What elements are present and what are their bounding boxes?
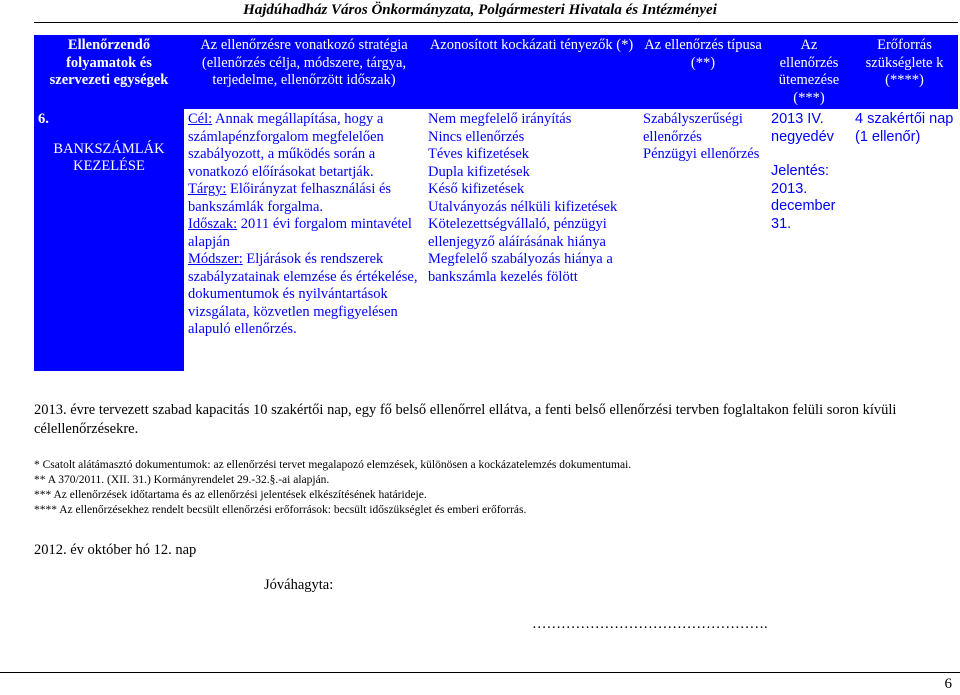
risk-item: Nincs ellenőrzés — [428, 128, 525, 145]
page-number: 6 — [944, 676, 952, 692]
risk-item: Nem megfelelő irányítás — [428, 111, 572, 127]
footnote-2: ** A 370/2011. (XII. 31.) Kormányrendelet 29.-32.§.-ai alapján. — [34, 474, 330, 486]
cell-resources — [851, 109, 958, 371]
risk-item: Késő kifizetések — [428, 181, 525, 197]
header-schedule: Az ellenőrzés ütemezése (***) — [778, 37, 840, 106]
header-processes: Ellenőrzendő folyamatok és szervezeti egységek — [49, 37, 169, 88]
header-strategy: Az ellenőrzésre vonatkozó stratégia (ellenőrzés célja, módszere, tárgya, terjedelme, ellenőrzött időszak) — [200, 37, 408, 88]
type-item: Szabályszerűségi ellenőrzés — [643, 111, 743, 145]
header-risks: Azonosított kockázati tényezők (*) — [429, 37, 634, 53]
method-text: Eljárások és rendszerek szabályzatainak elemzése és értékelése, dokumentumok és nyilvántartások vizsgálata, közvetlen megfigyelésen alapuló ellenőrzés. — [188, 251, 418, 337]
capacity-paragraph: 2013. évre tervezett szabad kapacitás 10 szakértői nap, egy fő belső ellenőrrel ellátva, a fenti belső ellenőrzési tervben foglaltakon felüli soron kívüli célellenőrzésekre. — [34, 402, 897, 437]
cell-risks — [424, 109, 639, 371]
cell-type — [639, 109, 767, 371]
risk-item: Dupla kifizetések — [428, 163, 530, 180]
row-number: 6. — [38, 111, 49, 127]
goal-label: Cél: — [188, 111, 213, 127]
footnote-4: **** Az ellenőrzésekhez rendelt becsült ellenőrzési erőforrások: becsült időszükséglet és emberi erőforrás. — [34, 504, 527, 516]
schedule-period: 2013 IV. negyedév — [771, 111, 834, 145]
cell-unit — [34, 109, 184, 371]
footnote-1: * Csatolt alátámasztó dokumentumok: az ellenőrzési tervet megalapozó elemzések, különösen a kockázatelemzés dokumentumai. — [34, 459, 632, 471]
risk-item: Kötelezettségvállaló, pénzügyi ellenjegyző aláírásának hiánya — [428, 216, 607, 250]
period-label: Időszak: — [188, 216, 238, 232]
risk-item: Megfelelő szabályozás hiánya a bankszámla kezelés fölött — [428, 251, 613, 285]
resources-value: 4 szakértői nap (1 ellenőr) — [855, 111, 954, 145]
cell-schedule — [767, 109, 851, 371]
header-type: Az ellenőrzés típusa (**) — [644, 37, 762, 71]
subject-text: Előirányzat felhasználási és bankszámlák forgalma. — [188, 181, 392, 215]
method-label: Módszer: — [188, 251, 243, 267]
footnote-3: *** Az ellenőrzések időtartama és az ellenőrzési jelentések elkészítésének határideje. — [34, 489, 427, 501]
risk-item: Téves kifizetések — [428, 146, 530, 162]
type-item: Pénzügyi ellenőrzés — [643, 146, 760, 162]
header-divider — [34, 22, 958, 23]
risk-item: Utalványozás nélküli kifizetések — [428, 198, 618, 215]
page-header: Hajdúhadház Város Önkormányzata, Polgármesteri Hivatala és Intézményei — [243, 2, 717, 18]
header-resources: Erőforrás szükséglete k (****) — [865, 37, 944, 88]
goal-text: Annak megállapítása, hogy a számlapénzforgalom megfelelően szabályozott, a működés során a vonatkozó előírásokat betartják. — [188, 111, 384, 180]
period-text: 2011 évi forgalom mintavétel alapján — [188, 216, 412, 250]
footer-divider — [0, 672, 960, 673]
table-header-row — [34, 35, 958, 109]
unit-name: BANKSZÁMLÁK KEZELÉSE — [53, 140, 165, 174]
schedule-report: Jelentés: 2013. december 31. — [771, 163, 836, 232]
signature-line: …………………………………………. — [532, 616, 768, 632]
subject-label: Tárgy: — [188, 181, 227, 197]
cell-strategy — [184, 109, 424, 371]
document-date: 2012. év október hó 12. nap — [34, 542, 197, 558]
audit-plan-table — [34, 35, 958, 371]
table-row — [34, 109, 958, 371]
approval-label: Jóváhagyta: — [264, 577, 334, 593]
